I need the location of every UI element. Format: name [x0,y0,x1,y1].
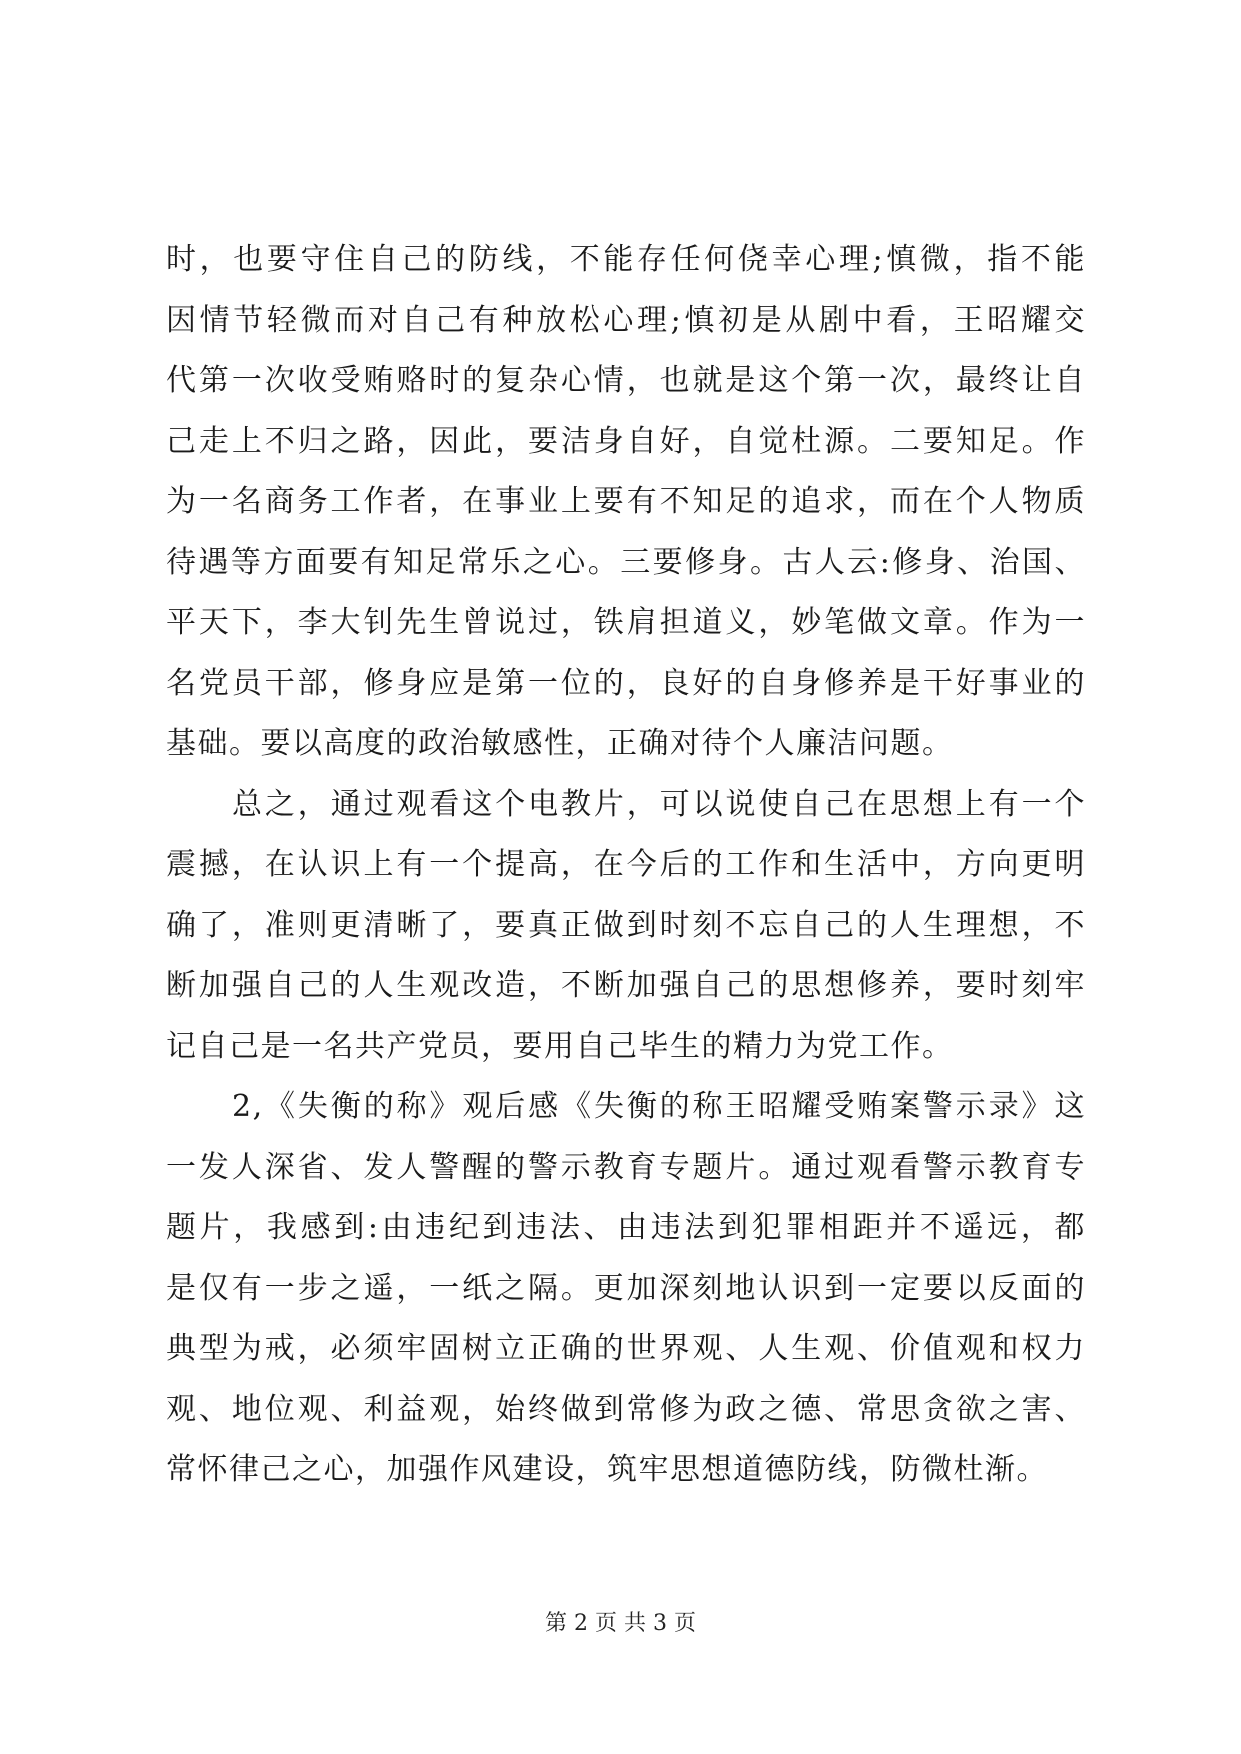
text-line: 代第一次收受贿赂时的复杂心情，也就是这个第一次，最终让自 [166,363,1086,398]
text-line: 常怀律己之心，加强作风建设，筑牢思想道德防线，防微杜渐。 [166,1452,1048,1487]
text-line: 己走上不归之路，因此，要洁身自好，自觉杜源。二要知足。作 [166,423,1086,459]
text-line: 观、地位观、利益观，始终做到常修为政之德、常思贪欲之害、 [166,1391,1086,1427]
page-footer: 第 2 页 共 3 页 [545,1611,696,1636]
text-line: 典型为戒，必须牢固树立正确的世界观、人生观、价值观和权力 [166,1331,1086,1366]
text-line: 2,《失衡的称》观后感《失衡的称王昭耀受贿案警示录》这 [232,1089,1086,1124]
text-line: 确了，准则更清晰了，要真正做到时刻不忘自己的人生理想，不 [166,907,1086,943]
text-line: 待遇等方面要有知足常乐之心。三要修身。古人云:修身、治国、 [166,544,1086,580]
text-line: 基础。要以高度的政治敏感性，正确对待个人廉洁问题。 [166,726,954,761]
text-line: 记自己是一名共产党员，要用自己毕生的精力为党工作。 [166,1028,954,1064]
paragraph [166,1077,1086,1501]
text-line: 名党员干部，修身应是第一位的，良好的自身修养是干好事业的 [166,665,1086,701]
text-line: 总之，通过观看这个电教片，可以说使自己在思想上有一个 [232,786,1086,822]
text-line: 因情节轻微而对自己有种放松心理;慎初是从剧中看，王昭耀交 [166,302,1086,338]
body-text [166,230,1086,1501]
text-line: 平天下，李大钊先生曾说过，铁肩担道义，妙笔做文章。作为一 [166,605,1086,640]
paragraph [166,775,1086,1078]
paragraph [166,230,1086,775]
text-line: 震撼，在认识上有一个提高，在今后的工作和生活中，方向更明 [166,847,1086,882]
text-line: 断加强自己的人生观改造，不断加强自己的思想修养，要时刻牢 [166,968,1086,1003]
text-line: 时，也要守住自己的防线，不能存任何侥幸心理;慎微，指不能 [166,242,1086,277]
text-line: 为一名商务工作者，在事业上要有不知足的追求，而在个人物质 [166,484,1086,519]
text-line: 是仅有一步之遥，一纸之隔。更加深刻地认识到一定要以反面的 [166,1270,1086,1306]
text-line: 一发人深省、发人警醒的警示教育专题片。通过观看警示教育专 [166,1149,1086,1185]
text-line: 题片，我感到:由违纪到违法、由违法到犯罪相距并不遥远，都 [166,1210,1086,1245]
